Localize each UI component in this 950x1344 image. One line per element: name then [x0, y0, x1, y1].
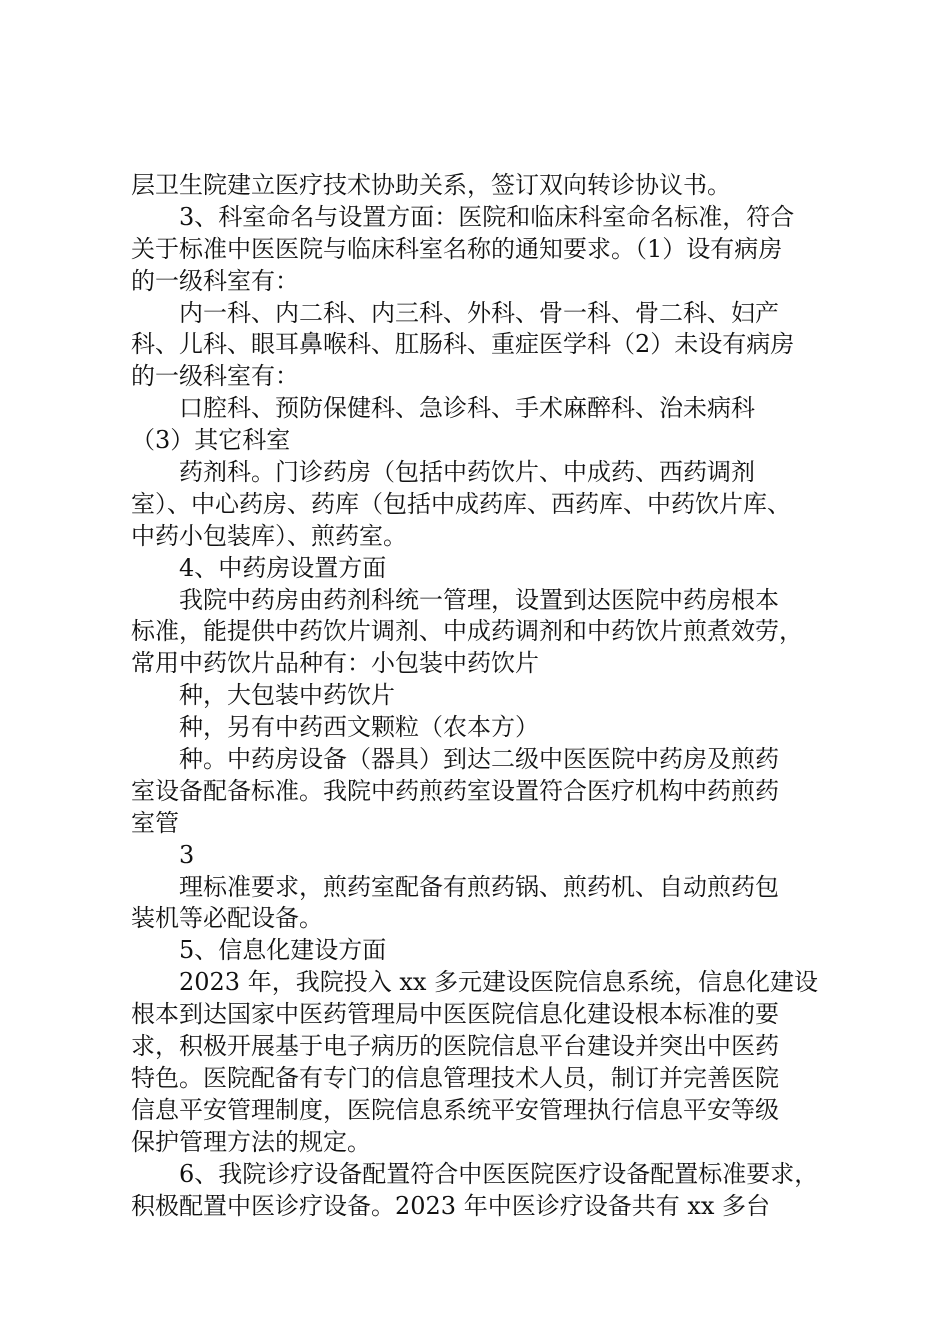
text-line: 药剂科。门诊药房（包括中药饮片、中成药、西药调剂 — [179, 458, 755, 487]
text-line: 3、科室命名与设置方面：医院和临床科室命名标准，符合 — [179, 202, 795, 231]
text-line: 2023 年，我院投入 xx 多元建设医院信息系统，信息化建设 — [179, 968, 819, 997]
text-line: 中药小包装库）、煎药室。 — [131, 521, 407, 550]
text-line: 特色。医院配备有专门的信息管理技术人员，制订并完善医院 — [131, 1063, 779, 1092]
text-line: 常用中药饮片品种有：小包装中药饮片 — [131, 649, 539, 678]
text-line: 6、我院诊疗设备配置符合中医医院医疗设备配置标准要求， — [179, 1159, 819, 1188]
text-line: 种，另有中药西文颗粒（农本方） — [179, 713, 539, 742]
section-heading: 5、信息化建设方面 — [179, 936, 387, 965]
text-line: 科、儿科、眼耳鼻喉科、肛肠科、重症医学科（2）未设有病房 — [131, 330, 795, 359]
text-line: 装机等必配设备。 — [131, 904, 323, 933]
text-line: 层卫生院建立医疗技术协助关系，签订双向转诊协议书。 — [131, 171, 731, 199]
text-line: 内一科、内二科、内三科、外科、骨一科、骨二科、妇产 — [179, 298, 779, 327]
text-line: 我院中药房由药剂科统一管理，设置到达医院中药房根本 — [179, 585, 779, 614]
page-number: 3 — [179, 840, 195, 869]
text-line: 关于标准中医医院与临床科室名称的通知要求。（1）设有病房 — [131, 234, 783, 263]
body-text — [131, 170, 831, 1222]
text-line: 室设备配备标准。我院中药煎药室设置符合医疗机构中药煎药 — [131, 776, 779, 805]
text-line: 信息平安管理制度，医院信息系统平安管理执行信息平安等级 — [131, 1095, 779, 1124]
text-line: 求，积极开展基于电子病历的医院信息平台建设并突出中医药 — [131, 1032, 779, 1061]
text-line: 理标准要求，煎药室配备有煎药锅、煎药机、自动煎药包 — [179, 872, 779, 901]
text-line: 种，大包装中药饮片 — [179, 681, 395, 710]
text-line: 的一级科室有： — [131, 266, 299, 295]
text-line: （3）其它科室 — [131, 426, 291, 455]
text-line: 根本到达国家中医药管理局中医医院信息化建设根本标准的要 — [131, 1000, 779, 1029]
text-line: 积极配置中医诊疗设备。2023 年中医诊疗设备共有 xx 多台 — [131, 1191, 771, 1220]
text-line: 保护管理方法的规定。 — [131, 1127, 371, 1156]
text-line: 室管 — [131, 808, 179, 837]
text-line: 的一级科室有： — [131, 362, 299, 391]
section-heading: 4、中药房设置方面 — [179, 553, 387, 582]
text-line: 种。中药房设备（器具）到达二级中医医院中药房及煎药 — [179, 745, 779, 774]
text-line: 标准，能提供中药饮片调剂、中成药调剂和中药饮片煎煮效劳， — [131, 617, 803, 646]
text-line: 室）、中心药房、药库（包括中成药库、西药库、中药饮片库、 — [131, 489, 791, 518]
text-line: 口腔科、预防保健科、急诊科、手术麻醉科、治未病科 — [179, 394, 755, 423]
